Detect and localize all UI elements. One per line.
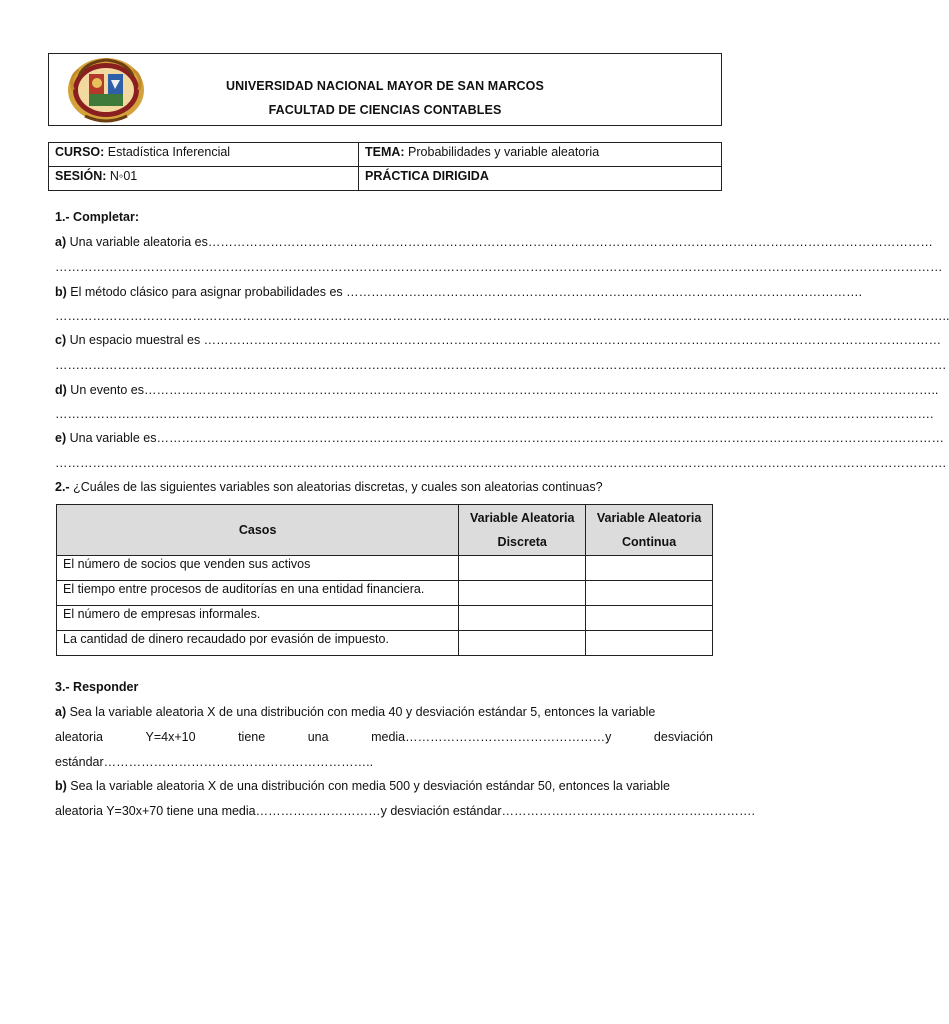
item-d-line — [55, 383, 939, 397]
table-row — [49, 167, 722, 191]
word: una — [307, 730, 329, 744]
word: aleatoria — [55, 730, 103, 744]
col-header-discreta — [459, 505, 586, 556]
item-letter: d) — [55, 383, 67, 397]
table-row — [57, 606, 713, 631]
question-a-line3: estándar……………………………………………………….. — [55, 755, 374, 769]
question-a-line1 — [55, 705, 715, 719]
item-d-continuation: …………………………………………………………………………………………………………………………………………………………………………………………. — [55, 407, 934, 421]
curso-cell — [49, 143, 359, 167]
col-header-continua — [586, 505, 713, 556]
question-a-line2 — [55, 730, 713, 744]
case-cell: El número de socios que venden sus activos — [57, 556, 459, 581]
item-a-continuation: …………………………………………………………………………………………………………………………………………………………………………………………… — [55, 260, 943, 274]
discreta-answer-cell[interactable] — [459, 631, 586, 656]
item-text: Una variable es……………………………………………………………………………………………………………………………………………………………………… — [66, 431, 944, 445]
header-box — [48, 53, 722, 126]
continua-answer-cell[interactable] — [586, 556, 713, 581]
col-header-casos: Casos — [57, 505, 459, 556]
sesion-value: N◦01 — [106, 169, 138, 183]
col-header-discreta-l1: Variable Aleatoria — [469, 511, 575, 525]
question-b-text: Sea la variable aleatoria X de una distribución con media 500 y desviación estándar 50, entonces la variable — [66, 779, 670, 793]
item-e-line — [55, 431, 944, 445]
section3-title: 3.- Responder — [55, 680, 139, 694]
table-row — [57, 556, 713, 581]
item-letter: e) — [55, 431, 67, 445]
col-header-discreta-l2: Discreta — [497, 535, 547, 549]
item-text: El método clásico para asignar probabilidades es ……………………………………………………………………………………………………………. — [66, 285, 863, 299]
word: media…………………………………………y — [371, 730, 612, 744]
question-a-text: Sea la variable aleatoria X de una distribución con media 40 y desviación estándar 5, entonces la variable — [66, 705, 656, 719]
tema-label: TEMA: — [365, 145, 405, 159]
item-c-continuation: ……………………………………………………………………………………………………………………………………………………………………………………………. — [55, 358, 946, 372]
case-cell: El tiempo entre procesos de auditorías en una entidad financiera. — [57, 581, 459, 606]
col-header-continua-l2: Continua — [621, 535, 677, 549]
item-b-continuation: …………………………………………………………………………………………………………………………………………………………………………………………….. — [55, 309, 949, 323]
item-letter: a) — [55, 235, 67, 249]
word: Y=4x+10 — [145, 730, 196, 744]
section1-title: 1.- Completar: — [55, 210, 140, 224]
practica-cell — [359, 167, 722, 191]
section2-title: 2.- — [55, 480, 70, 494]
discreta-answer-cell[interactable] — [459, 581, 586, 606]
table-row — [49, 143, 722, 167]
course-info-table — [48, 142, 722, 191]
item-text: Una variable aleatoria es………………………………………………………………………………………………………………………………………………………… — [66, 235, 933, 249]
cases-table — [56, 504, 713, 656]
question-b-letter: b) — [55, 779, 67, 793]
section2-question-text: ¿Cuáles de las siguientes variables son aleatorias discretas, y cuales son aleatorias continuas? — [69, 480, 603, 494]
word: desviación — [653, 730, 713, 744]
item-letter: b) — [55, 285, 67, 299]
continua-answer-cell[interactable] — [586, 606, 713, 631]
case-cell: La cantidad de dinero recaudado por evasión de impuesto. — [57, 631, 459, 656]
table-header-row — [57, 505, 713, 556]
item-text: Un evento es……………………………………………………………………………………………………………………………………………………………………….. — [66, 383, 939, 397]
curso-label: CURSO: — [55, 145, 105, 159]
sesion-cell — [49, 167, 359, 191]
discreta-answer-cell[interactable] — [459, 556, 586, 581]
university-name: UNIVERSIDAD NACIONAL MAYOR DE SAN MARCOS — [226, 79, 544, 93]
practica-label: PRÁCTICA DIRIGIDA — [365, 169, 489, 183]
table-row — [57, 581, 713, 606]
item-e-continuation: ……………………………………………………………………………………………………………………………………………………………………………………………. — [55, 456, 946, 470]
continua-answer-cell[interactable] — [586, 631, 713, 656]
question-b-line1 — [55, 779, 715, 793]
tema-cell — [359, 143, 722, 167]
question-a-letter: a) — [55, 705, 67, 719]
item-letter: c) — [55, 333, 67, 347]
item-b-line — [55, 285, 863, 299]
discreta-answer-cell[interactable] — [459, 606, 586, 631]
case-cell: El número de empresas informales. — [57, 606, 459, 631]
question-b-line2: aleatoria Y=30x+70 tiene una media…………………………y desviación estándar……………………………………………………. — [55, 804, 755, 818]
sesion-label: SESIÓN: — [55, 169, 107, 183]
word: tiene — [238, 730, 266, 744]
tema-value: Probabilidades y variable aleatoria — [404, 145, 600, 159]
section2-question — [55, 480, 715, 494]
item-c-line — [55, 333, 942, 347]
continua-answer-cell[interactable] — [586, 581, 713, 606]
item-a-line — [55, 235, 933, 249]
faculty-name: FACULTAD DE CIENCIAS CONTABLES — [268, 103, 502, 117]
curso-value: Estadística Inferencial — [104, 145, 231, 159]
table-row — [57, 631, 713, 656]
col-header-continua-l1: Variable Aleatoria — [596, 511, 702, 525]
item-text: Un espacio muestral es …………………………………………………………………………………………………………………………………………………………… — [66, 333, 942, 347]
